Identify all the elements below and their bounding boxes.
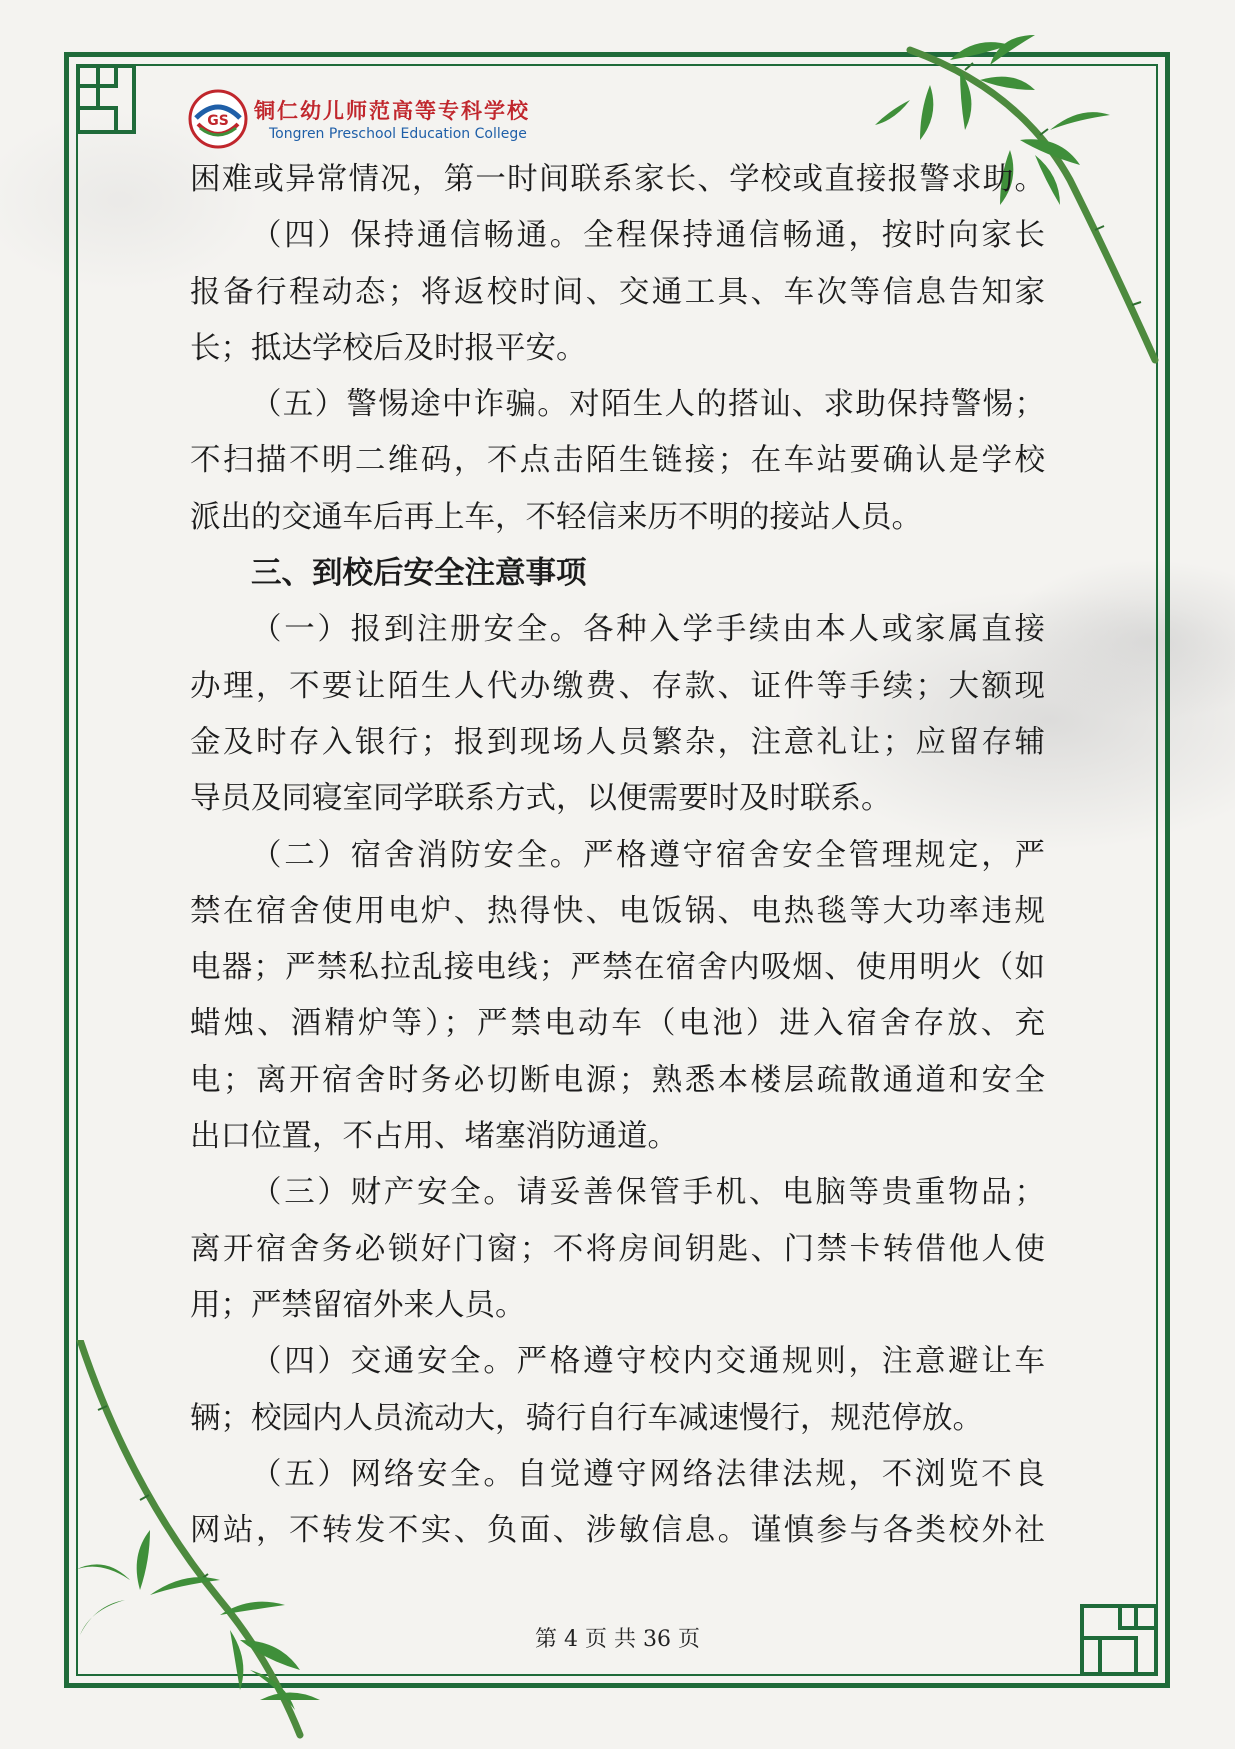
text-line: （五）网络安全。自觉遵守网络法律法规，不浏览不良 bbox=[251, 1456, 1045, 1492]
text-line: 电；离开宿舍时务必切断电源；熟悉本楼层疏散通道和安全 bbox=[190, 1062, 1045, 1098]
text-line: 出口位置，不占用、堵塞消防通道。 bbox=[190, 1119, 678, 1155]
text-line: 报备行程动态；将返校时间、交通工具、车次等信息告知家 bbox=[190, 274, 1045, 310]
text-line: 派出的交通车后再上车，不轻信来历不明的接站人员。 bbox=[190, 499, 922, 535]
text-line: 不扫描不明二维码，不点击陌生链接；在车站要确认是学校 bbox=[190, 443, 1045, 479]
text-line: 辆；校园内人员流动大，骑行自行车减速慢行，规范停放。 bbox=[190, 1400, 983, 1436]
section-heading: 三、到校后安全注意事项 bbox=[251, 556, 587, 592]
text-line: 困难或异常情况，第一时间联系家长、学校或直接报警求助。 bbox=[190, 162, 1045, 197]
text-line: 蜡烛、酒精炉等）；严禁电动车（电池）进入宿舍存放、充 bbox=[190, 1006, 1045, 1042]
text-line: 网站，不转发不实、负面、涉敏信息。谨慎参与各类校外社 bbox=[190, 1513, 1045, 1549]
text-line: 长；抵达学校后及时报平安。 bbox=[190, 330, 587, 366]
text-line: （一）报到注册安全。各种入学手续由本人或家属直接 bbox=[251, 612, 1045, 648]
svg-text:Tongren Preschool Education Co: Tongren Preschool Education College bbox=[269, 126, 527, 142]
text-line: 用；严禁留宿外来人员。 bbox=[190, 1287, 526, 1323]
text-line: 办理，不要让陌生人代办缴费、存款、证件等手续；大额现 bbox=[190, 668, 1045, 704]
page-number: 第 4 页 共 36 页 bbox=[535, 1627, 700, 1652]
college-emblem bbox=[186, 88, 586, 150]
text-line: 金及时存入银行；报到现场人员繁杂，注意礼让；应留存辅 bbox=[190, 724, 1045, 760]
text-line: 禁在宿舍使用电炉、热得快、电饭锅、电热毯等大功率违规 bbox=[190, 893, 1045, 929]
text-line: （五）警惕途中诈骗。对陌生人的搭讪、求助保持警惕； bbox=[251, 387, 1045, 423]
text-line: 导员及同寝室同学联系方式，以便需要时及时联系。 bbox=[190, 781, 892, 817]
text-line: 离开宿舍务必锁好门窗；不将房间钥匙、门禁卡转借他人使 bbox=[190, 1231, 1045, 1267]
text-line: 电器；严禁私拉乱接电线；严禁在宿舍内吸烟、使用明火（如 bbox=[190, 950, 1045, 986]
lattice-corner-top-left bbox=[76, 64, 138, 136]
college-logo bbox=[186, 88, 586, 150]
document-body bbox=[190, 152, 1045, 1559]
text-line: （四）保持通信畅通。全程保持通信畅通，按时向家长 bbox=[251, 218, 1045, 254]
text-line: （四）交通安全。严格遵守校内交通规则，注意避让车 bbox=[251, 1344, 1045, 1380]
text-line: （三）财产安全。请妥善保管手机、电脑等贵重物品； bbox=[251, 1175, 1045, 1211]
svg-text:GS: GS bbox=[207, 113, 229, 129]
text-line: （二）宿舍消防安全。严格遵守宿舍安全管理规定，严 bbox=[251, 837, 1045, 873]
svg-text:铜仁幼儿师范高等专科学校: 铜仁幼儿师范高等专科学校 bbox=[254, 98, 530, 123]
